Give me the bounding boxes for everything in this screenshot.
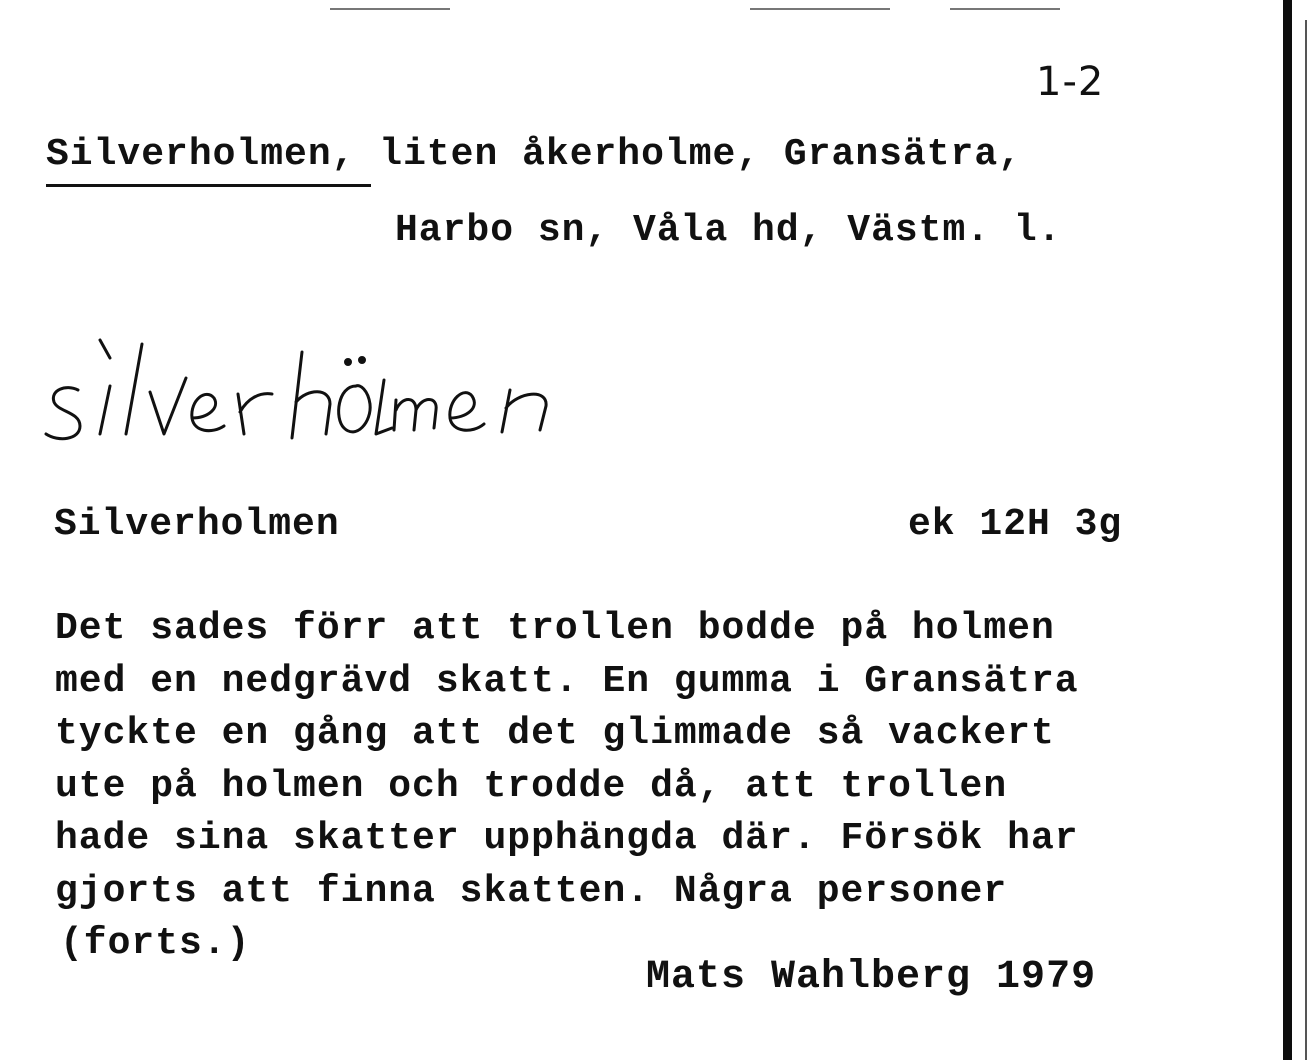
heading-line-1 <box>46 133 1022 176</box>
body-line: ute på holmen och trodde då, att trollen <box>55 764 1008 808</box>
card-edge-line <box>1305 20 1307 1060</box>
place-name: Silverholmen <box>46 133 332 176</box>
body-line: gjorts att finna skatten. Några personer <box>55 869 1008 913</box>
heading-line-2: Harbo sn, Våla hd, Västm. l. <box>395 209 1062 252</box>
scan-artifact-top <box>330 8 450 10</box>
body-text <box>55 603 1079 918</box>
body-line: hade sina skatter upphängda där. Försök har <box>55 817 1079 860</box>
continued-marker: (forts.) <box>60 922 251 965</box>
place-name-underline <box>46 184 371 187</box>
collector-signature: Mats Wahlberg 1979 <box>646 955 1097 1000</box>
scan-artifact-top <box>950 8 1060 10</box>
card-edge-shadow <box>1283 0 1292 1060</box>
map-reference: ek 12H 3g <box>908 503 1123 546</box>
body-line: tyckte en gång att det glimmade så vackert <box>55 712 1055 755</box>
body-line: med en nedgrävd skatt. En gumma i Gransätra <box>55 659 1079 703</box>
card-number: 1-2 <box>1036 59 1105 105</box>
scan-artifact-top <box>750 8 890 10</box>
variant-name: Silverholmen <box>54 503 340 546</box>
body-line: Det sades förr att trollen bodde på holmen <box>55 607 1055 650</box>
handwritten-form <box>40 330 700 460</box>
place-description: , liten åkerholme, Gransätra, <box>331 133 1022 176</box>
